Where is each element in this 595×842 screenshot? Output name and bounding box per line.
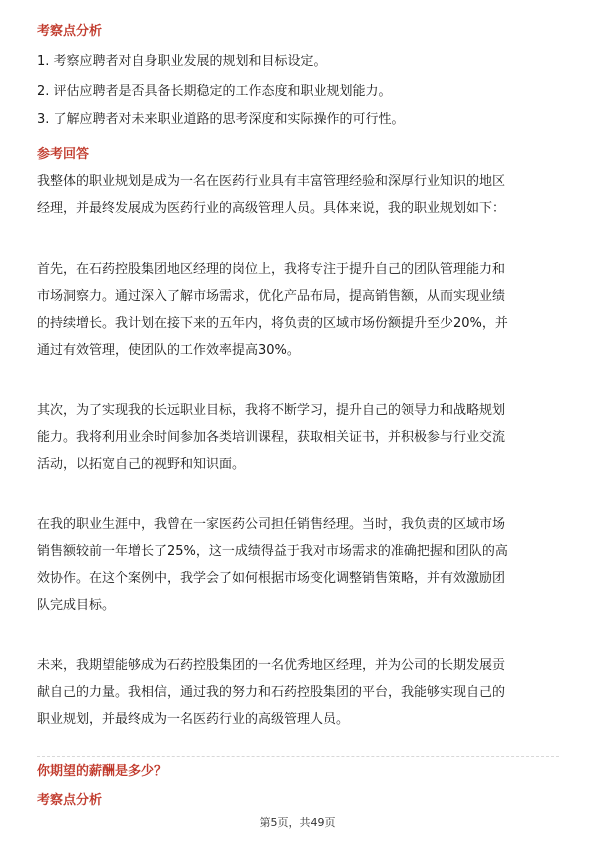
analysis-item-3: 3. 了解应聘者对未来职业道路的思考深度和实际操作的可行性。 <box>37 112 405 127</box>
paragraph-line: 通过有效管理，使团队的工作效率提高30%。 <box>37 343 300 358</box>
section-divider <box>37 756 559 757</box>
paragraph-line: 在我的职业生涯中，我曾在一家医药公司担任销售经理。当时，我负责的区域市场 <box>37 517 506 532</box>
paragraph-line: 能力。我将利用业余时间参加各类培训课程，获取相关证书，并积极参与行业交流 <box>37 430 506 445</box>
analysis-heading: 考察点分析 <box>37 24 103 39</box>
paragraph-line: 队完成目标。 <box>37 598 116 613</box>
paragraph-line: 市场洞察力。通过深入了解市场需求，优化产品布局，提高销售额，从而实现业绩 <box>37 289 506 304</box>
next-analysis-heading: 考察点分析 <box>37 793 103 808</box>
reference-heading: 参考回答 <box>37 147 90 162</box>
paragraph-line: 经理，并最终发展成为医药行业的高级管理人员。具体来说，我的职业规划如下： <box>37 201 506 216</box>
paragraph-line: 首先，在石药控股集团地区经理的岗位上，我将专注于提升自己的团队管理能力和 <box>37 262 506 277</box>
answer-paragraph-3 <box>37 403 559 484</box>
paragraph-line: 未来，我期望能够成为石药控股集团的一名优秀地区经理，并为公司的长期发展贡 <box>37 658 506 673</box>
analysis-item-1: 1. 考察应聘者对自身职业发展的规划和目标设定。 <box>37 54 327 69</box>
answer-paragraph-2 <box>37 262 559 370</box>
next-question-heading: 你期望的薪酬是多少？ <box>37 764 168 779</box>
paragraph-line: 其次，为了实现我的长远职业目标，我将不断学习，提升自己的领导力和战略规划 <box>37 403 506 418</box>
answer-paragraph-5 <box>37 658 559 739</box>
paragraph-line: 效协作。在这个案例中，我学会了如何根据市场变化调整销售策略，并有效激励团 <box>37 571 506 586</box>
page-footer: 第5页，共49页 <box>259 816 336 829</box>
paragraph-line: 的持续增长。我计划在接下来的五年内，将负责的区域市场份额提升至少20%，并 <box>37 316 508 331</box>
answer-paragraph-4 <box>37 517 559 625</box>
paragraph-line: 销售额较前一年增长了25%，这一成绩得益于我对市场需求的准确把握和团队的高 <box>37 544 508 559</box>
analysis-item-2: 2. 评估应聘者是否具备长期稳定的工作态度和职业规划能力。 <box>37 84 392 99</box>
answer-paragraph-1 <box>37 174 559 228</box>
paragraph-line: 献自己的力量。我相信，通过我的努力和石药控股集团的平台，我能够实现自己的 <box>37 685 506 700</box>
paragraph-line: 我整体的职业规划是成为一名在医药行业具有丰富管理经验和深厚行业知识的地区 <box>37 174 506 189</box>
paragraph-line: 活动，以拓宽自己的视野和知识面。 <box>37 457 246 472</box>
paragraph-line: 职业规划，并最终成为一名医药行业的高级管理人员。 <box>37 712 350 727</box>
